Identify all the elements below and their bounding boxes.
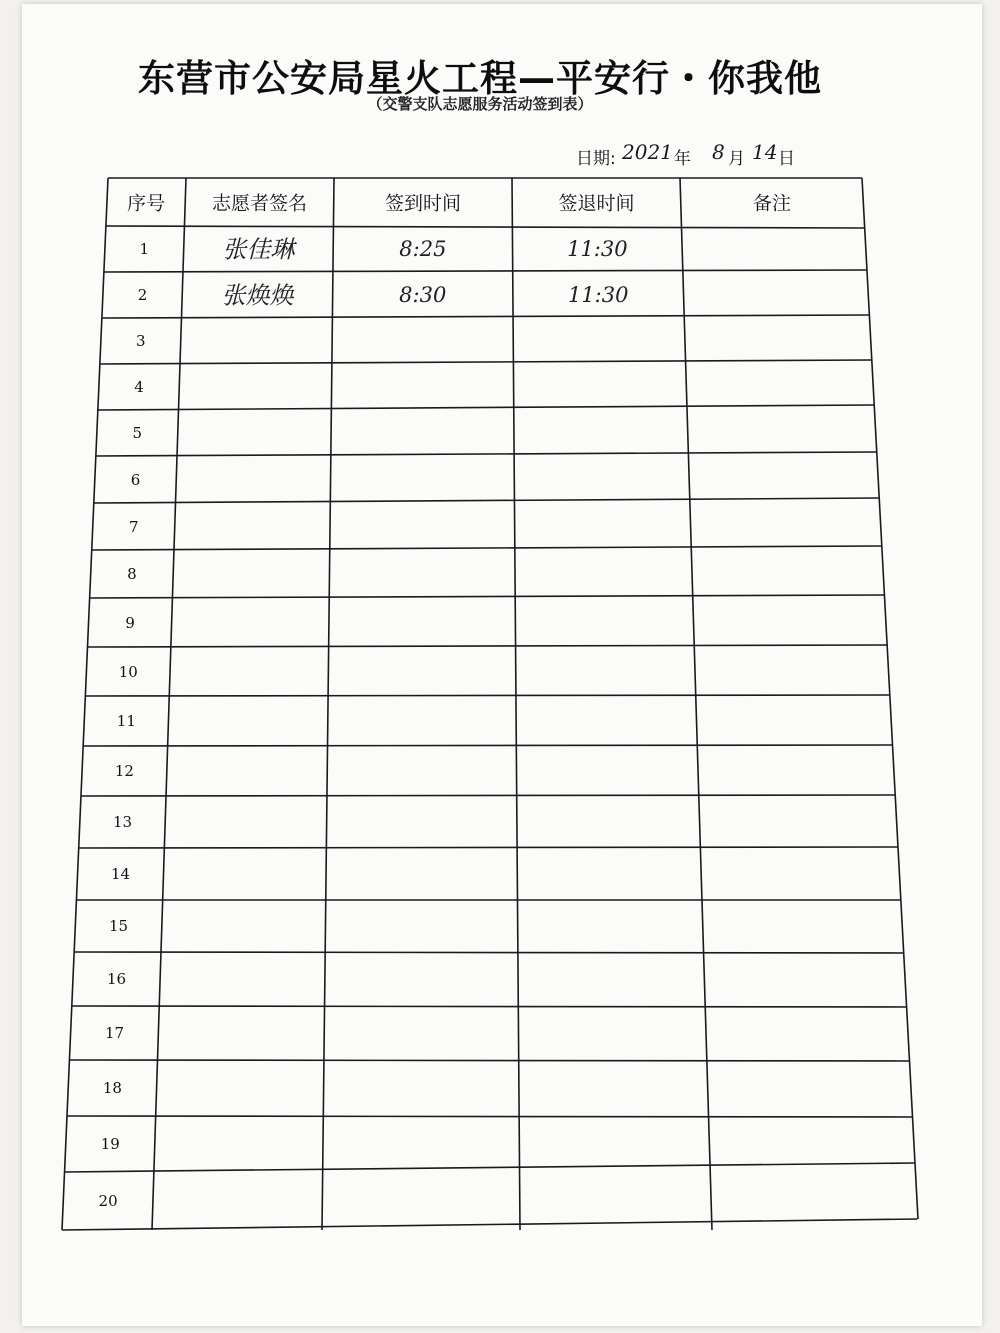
date-day-unit: 日 xyxy=(778,149,795,169)
row-number: 9 xyxy=(125,613,135,632)
volunteer-signature: 张佳琳 xyxy=(222,235,295,264)
volunteer-signature: 张焕焕 xyxy=(221,281,294,310)
date-month: 8 xyxy=(712,140,725,164)
date-day: 14 xyxy=(752,140,778,164)
table-border-left xyxy=(62,178,108,1230)
table-column-rule xyxy=(512,178,520,1230)
sign-in-time: 8:25 xyxy=(399,237,447,261)
row-number: 18 xyxy=(102,1079,122,1097)
row-number: 4 xyxy=(134,378,144,396)
table-rule xyxy=(83,745,892,746)
table-rule xyxy=(104,270,867,272)
page-subtitle: （交警支队志愿服务活动签到表） xyxy=(367,95,593,113)
table-border-right xyxy=(862,178,918,1219)
date-year-unit: 年 xyxy=(674,149,691,169)
table-rule xyxy=(65,1163,915,1172)
row-number: 5 xyxy=(132,424,143,442)
row-number: 1 xyxy=(139,240,150,258)
row-number: 13 xyxy=(112,813,133,831)
table-rule xyxy=(69,1060,909,1061)
row-number: 14 xyxy=(110,865,131,883)
sign-out-time: 11:30 xyxy=(567,283,629,307)
header-note: 备注 xyxy=(752,192,792,215)
table-rule xyxy=(87,645,886,647)
table-rule xyxy=(72,1006,906,1007)
row-number: 10 xyxy=(118,662,138,681)
table-rule xyxy=(96,452,877,456)
header-signature: 志愿者签名 xyxy=(211,192,307,215)
table-column-rule xyxy=(680,178,712,1230)
row-number: 7 xyxy=(128,517,139,536)
page-title: 东营市公安局星火工程—平安行・你我他 xyxy=(138,57,822,100)
row-number: 8 xyxy=(127,565,137,583)
date-label: 日期: xyxy=(576,149,616,169)
table-column-rule xyxy=(152,178,186,1230)
row-number: 16 xyxy=(106,970,127,988)
row-number: 15 xyxy=(109,917,129,935)
row-number: 19 xyxy=(100,1135,120,1153)
row-number: 17 xyxy=(104,1024,125,1042)
row-number: 3 xyxy=(136,332,146,350)
row-number: 20 xyxy=(98,1192,118,1210)
date-month-unit: 月 xyxy=(728,149,745,169)
table-rule xyxy=(81,795,895,796)
table-rule xyxy=(106,226,865,228)
table-rule xyxy=(98,405,874,410)
row-number: 12 xyxy=(114,762,134,780)
table-rule xyxy=(74,952,903,953)
sign-in-time: 8:30 xyxy=(399,283,447,307)
date-year: 2021 xyxy=(622,140,673,164)
table-rule xyxy=(94,498,879,503)
table-rule xyxy=(85,695,889,696)
row-number: 6 xyxy=(130,470,141,489)
header-sign-in: 签到时间 xyxy=(384,192,461,215)
table-rule xyxy=(92,546,882,550)
row-number: 11 xyxy=(116,712,136,730)
table-rule xyxy=(79,847,898,848)
table-rule xyxy=(67,1116,912,1117)
row-number: 2 xyxy=(137,286,148,304)
header-sign-out: 签退时间 xyxy=(558,192,635,215)
table-rule xyxy=(100,360,872,364)
sign-out-time: 11:30 xyxy=(567,237,628,261)
table-rule xyxy=(62,1219,917,1230)
table-column-rule xyxy=(322,178,334,1230)
table-rule xyxy=(102,315,869,318)
table-rule xyxy=(90,595,885,598)
header-number: 序号 xyxy=(127,192,166,215)
